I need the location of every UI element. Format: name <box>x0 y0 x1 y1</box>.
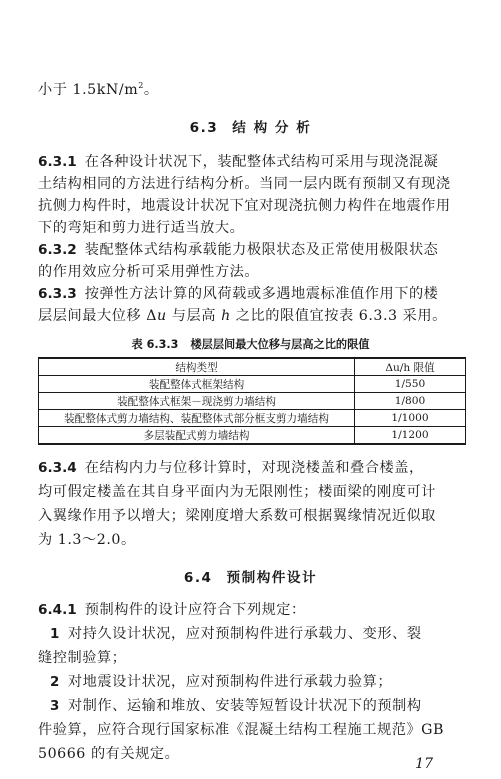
clause-6-3-1-line-1 <box>38 152 438 172</box>
clause-text: 在各种设计状况下，装配整体式结构可采用与现浇混凝 <box>84 154 439 170</box>
clause-text: 按弹性方法计算的风荷载或多遇地震标准值作用下的楼 <box>84 286 439 302</box>
section-number: 6.3 <box>189 120 219 136</box>
clause-text: 与层高 <box>166 308 222 324</box>
item-1-line-2: 缝控制验算； <box>38 650 127 666</box>
superscript: 2 <box>138 81 144 90</box>
table-row <box>39 376 466 393</box>
table-cell-type: 装配整体式框架－现浇剪力墙结构 <box>39 393 355 410</box>
table-title: 楼层层间最大位移与层高之比的限值 <box>190 338 370 351</box>
table-cell-type: 多层装配式剪力墙结构 <box>39 427 355 445</box>
clause-6-3-2-line-2: 的作用效应分析可采用弹性方法。 <box>38 264 260 280</box>
section-heading-6-4 <box>0 566 501 586</box>
clause-number: 6.3.3 <box>38 286 77 302</box>
clause-text: 之比的限值宜按表 6.3.3 采用。 <box>230 308 447 324</box>
drift-limit-table <box>38 357 466 445</box>
clause-6-3-1-line-2: 土结构相同的方法进行结构分析。当同一层内既有预制又有现浇 <box>38 176 451 192</box>
clause-6-3-4-line-1 <box>38 458 424 478</box>
table-cell-type: 装配整体式剪力墙结构、装配整体式部分框支剪力墙结构 <box>39 410 355 427</box>
table-row <box>39 410 466 427</box>
table-cell-type: 装配整体式框架结构 <box>39 376 355 393</box>
item-3-line-3: 50666 的有关规定。 <box>38 746 180 762</box>
clause-text: 预制构件的设计应符合下列规定： <box>84 602 306 618</box>
item-1-line-1 <box>50 624 422 645</box>
math-symbol: h <box>221 308 231 324</box>
clause-6-3-1-line-3: 抗侧力构件时，地震设计状况下宜对现浇抗侧力构件在地震作用 <box>38 198 451 214</box>
clause-number: 6.3.2 <box>38 242 77 258</box>
table-caption <box>0 336 501 352</box>
item-number: 1 <box>50 627 60 642</box>
item-2-line-1 <box>50 672 392 693</box>
clause-6-3-4-line-4: 为 1.3～2.0。 <box>38 532 136 548</box>
math-symbol: u <box>157 308 167 324</box>
item-3-line-2: 件验算，应符合现行国家标准《混凝土结构工程施工规范》GB <box>38 722 445 738</box>
carryover-line <box>38 80 159 100</box>
clause-number: 6.3.1 <box>38 154 77 170</box>
carryover-suffix: 。 <box>143 82 159 98</box>
clause-text: 层层间最大位移 Δ <box>38 308 158 324</box>
item-text: 对制作、运输和堆放、安装等短暂设计状况下的预制构 <box>67 698 422 714</box>
table-number: 表 6.3.3 <box>131 338 179 351</box>
clause-6-3-3-line-2 <box>38 306 447 326</box>
section-title: 预制构件设计 <box>226 570 318 586</box>
clause-number: 6.4.1 <box>38 602 77 618</box>
item-number: 3 <box>50 699 60 714</box>
clause-6-3-2-line-1 <box>38 240 438 260</box>
table-header-row <box>39 358 466 376</box>
clause-number: 6.3.4 <box>38 460 77 476</box>
clause-text: 在结构内力与位移计算时，对现浇楼盖和叠合楼盖， <box>84 460 424 476</box>
table-row <box>39 427 466 445</box>
table-cell-limit: 1/1000 <box>355 410 466 427</box>
table-cell-limit: 1/1200 <box>355 427 466 445</box>
item-number: 2 <box>50 675 60 690</box>
page-number: 17 <box>415 756 433 772</box>
clause-6-4-1-line-1 <box>38 600 306 620</box>
clause-6-3-4-line-3: 入翼缘作用予以增大；梁刚度增大系数可根据翼缘情况近似取 <box>38 508 436 524</box>
section-number: 6.4 <box>183 570 213 586</box>
table-header-limit: Δu/h 限值 <box>355 358 466 376</box>
section-title: 结 构 分 析 <box>232 120 312 136</box>
item-3-line-1 <box>50 696 422 717</box>
table-cell-limit: 1/550 <box>355 376 466 393</box>
clause-6-3-3-line-1 <box>38 284 438 304</box>
item-text: 对持久设计状况，应对预制构件进行承载力、变形、裂 <box>67 626 422 642</box>
item-text: 对地震设计状况，应对预制构件进行承载力验算； <box>67 674 393 690</box>
carryover-text: 小于 1.5kN/m <box>38 82 139 98</box>
clause-text: 装配整体式结构承载能力极限状态及正常使用极限状态 <box>84 242 439 258</box>
table-row <box>39 393 466 410</box>
table-header-type: 结构类型 <box>39 358 355 376</box>
clause-6-3-1-line-4: 下的弯矩和剪力进行适当放大。 <box>38 220 245 236</box>
section-heading-6-3 <box>0 116 501 136</box>
clause-6-3-4-line-2: 均可假定楼盖在其自身平面内为无限刚性；楼面梁的刚度可计 <box>38 484 436 500</box>
table-cell-limit: 1/800 <box>355 393 466 410</box>
